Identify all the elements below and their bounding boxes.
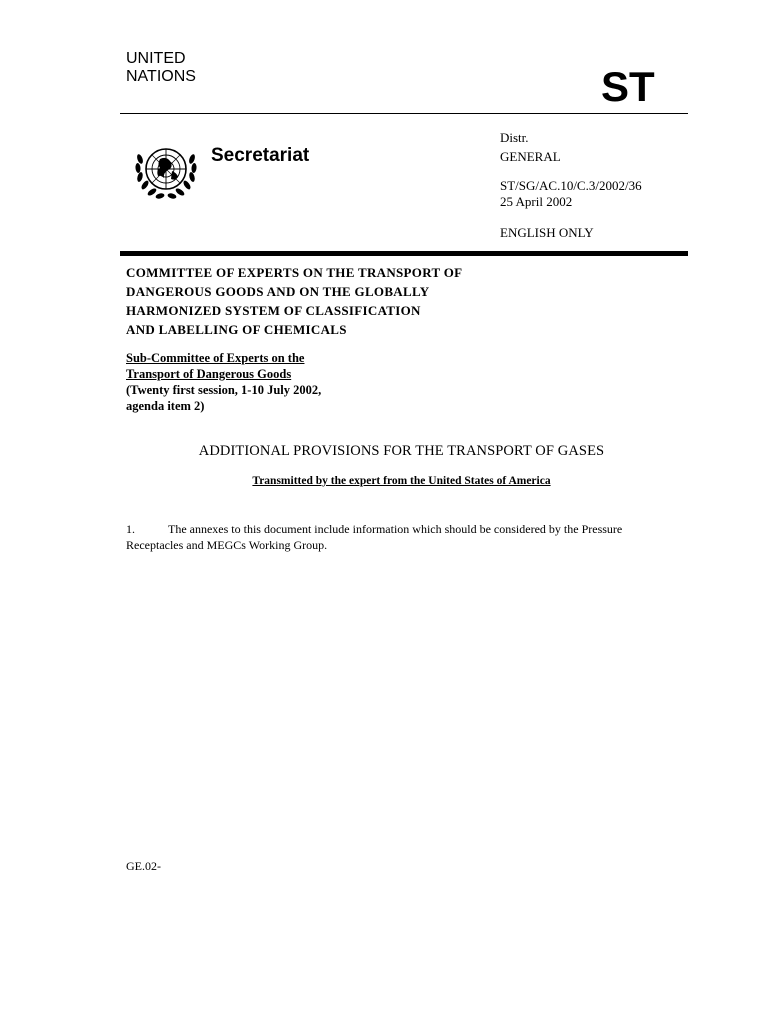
paragraph-text: The annexes to this document include information which should be considered by the Pressure Receptacles and MEGCs Working Group. <box>126 522 623 552</box>
header-thick-divider <box>120 251 688 256</box>
document-reference: ST/SG/AC.10/C.3/2002/36 <box>500 178 642 193</box>
distr-general: GENERAL <box>500 149 561 164</box>
distr-label: Distr. <box>500 130 529 145</box>
document-language: ENGLISH ONLY <box>500 225 594 240</box>
org-line-2: NATIONS <box>126 68 196 85</box>
document-title: ADDITIONAL PROVISIONS FOR THE TRANSPORT OF GASES <box>198 443 605 459</box>
subcommittee-line-2: Transport of Dangerous Goods <box>126 367 292 381</box>
paragraph <box>126 521 671 553</box>
committee-line: COMMITTEE OF EXPERTS ON THE TRANSPORT OF <box>126 265 463 280</box>
committee-line: AND LABELLING OF CHEMICALS <box>126 322 347 337</box>
committee-line: HARMONIZED SYSTEM OF CLASSIFICATION <box>126 303 421 318</box>
organization-name <box>126 50 196 86</box>
un-emblem-icon <box>130 137 202 205</box>
footer-reference: GE.02- <box>126 859 161 873</box>
subcommittee-line-1: Sub-Committee of Experts on the <box>126 351 305 365</box>
committee-line: DANGEROUS GOODS AND ON THE GLOBALLY <box>126 284 430 299</box>
top-divider <box>120 113 688 114</box>
committee-heading <box>126 263 546 339</box>
document-symbol: ST <box>601 63 655 110</box>
agenda-item: agenda item 2) <box>126 399 205 413</box>
distribution-block <box>500 130 642 241</box>
session-info: (Twenty first session, 1-10 July 2002, <box>126 383 322 397</box>
document-date: 25 April 2002 <box>500 194 573 209</box>
org-line-1: UNITED <box>126 50 186 67</box>
transmitted-by: Transmitted by the expert from the United States of America <box>252 475 551 487</box>
subcommittee-block <box>126 350 321 414</box>
secretariat-label: Secretariat <box>211 145 310 166</box>
paragraph-number: 1. <box>126 522 135 536</box>
